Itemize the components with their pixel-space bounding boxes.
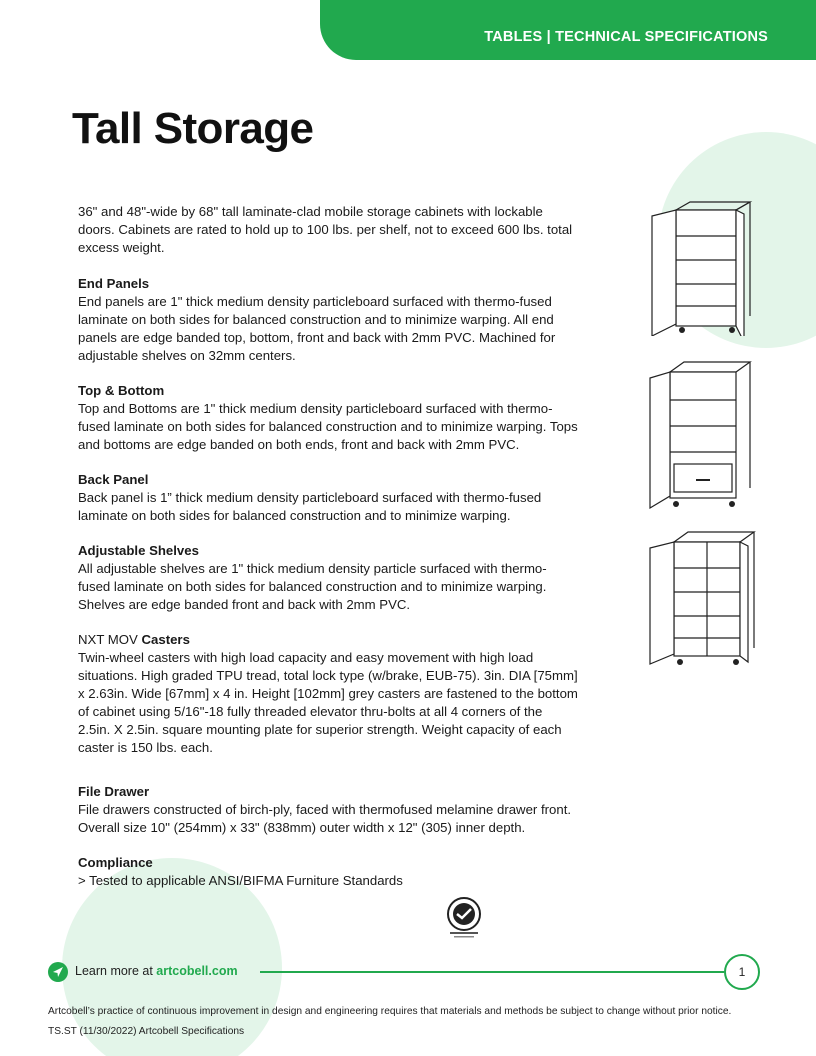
section-heading-prefix: NXT MOV (78, 632, 142, 647)
cabinet-illustration-open-shelves (648, 200, 756, 336)
header-band (320, 0, 816, 60)
section-end-panels (78, 275, 578, 365)
footer-divider (260, 971, 724, 973)
page-title: Tall Storage (72, 104, 314, 153)
section-heading: Back Panel (78, 472, 149, 487)
section-body: File drawers constructed of birch-ply, faced with thermofused melamine drawer front. Overall size 10" (254mm) x 33" (838mm) outer width x 12" (305) inner depth. (78, 802, 572, 835)
section-heading: End Panels (78, 276, 150, 291)
intro-paragraph: 36" and 48"-wide by 68" tall laminate-clad mobile storage cabinets with lockable doors. Cabinets are rated to hold up to 100 lbs. per shelf, not to exceed 600 lbs. total excess weight. (78, 204, 573, 255)
section-top-bottom (78, 382, 578, 454)
certification-seal-icon (444, 896, 484, 940)
section-heading-main: Casters (141, 632, 190, 647)
disclaimer: Artcobell’s practice of continuous improvement in design and engineering requires that materials and methods be subject to change without prior notice. (48, 1006, 732, 1017)
section-heading: File Drawer (78, 784, 150, 799)
section-heading: Adjustable Shelves (78, 543, 199, 558)
section-compliance (78, 854, 578, 890)
section-back-panel (78, 471, 578, 525)
section-heading: Compliance (78, 855, 153, 870)
page-number: 1 (724, 954, 760, 990)
cabinet-illustration-file-drawer (648, 360, 756, 512)
spec-content (78, 203, 578, 907)
section-shelves (78, 542, 578, 614)
section-body: End panels are 1" thick medium density particleboard surfaced with thermo-fused laminate on both sides for balanced construction and to minimize warping. All end panels are edge banded top, bottom, front and back with 2mm PVC. Machined for adjustable shelves on 32mm centers. (78, 294, 556, 363)
section-body: Twin-wheel casters with high load capacity and easy movement with high load situations. High graded TPU tread, total lock type (w/brake, EUB-75). 3in. DIA [75mm] x 2.63in. Wide [67mm] x 4 in. Height [102mm] grey casters are fastened to the bottom of cabinet using 5/16"-18 fully threaded elevator thru-bolts at all 4 corners of the 2.5in. X 2.5in. square mounting plate for superior strength. Weight capacity of each caster is 150 lbs. each. (78, 650, 578, 755)
footer-row (48, 954, 764, 990)
learn-more-prefix: Learn more at (75, 964, 157, 978)
document-reference: TS.ST (11/30/2022) Artcobell Specifications (48, 1026, 245, 1037)
section-body: Top and Bottoms are 1" thick medium density particleboard surfaced with thermo-fused laminate on both sides for balanced construction and to minimize warping. Tops and bottoms are edge banded on both ends, front and back with 2mm PVC. (78, 401, 578, 452)
section-heading (78, 631, 578, 649)
section-file-drawer (78, 783, 578, 837)
section-body: All adjustable shelves are 1" thick medium density particle surfaced with thermo-fused laminate on both sides for balanced construction and to minimize warping. Shelves are edge banded front and back with 2mm PVC. (78, 561, 547, 612)
section-body: > Tested to applicable ANSI/BIFMA Furniture Standards (78, 873, 403, 888)
section-casters (78, 631, 578, 757)
section-body: Back panel is 1” thick medium density particleboard surfaced with thermo-fused laminate on both sides for balanced construction and to minimize warping. (78, 490, 542, 523)
section-heading: Top & Bottom (78, 383, 165, 398)
header-title: TABLES | TECHNICAL SPECIFICATIONS (484, 29, 768, 45)
navigation-arrow-icon (48, 962, 68, 982)
learn-more-text (75, 964, 238, 978)
website-link[interactable]: artcobell.com (156, 964, 238, 978)
cabinet-illustration-cubbies (644, 530, 756, 670)
